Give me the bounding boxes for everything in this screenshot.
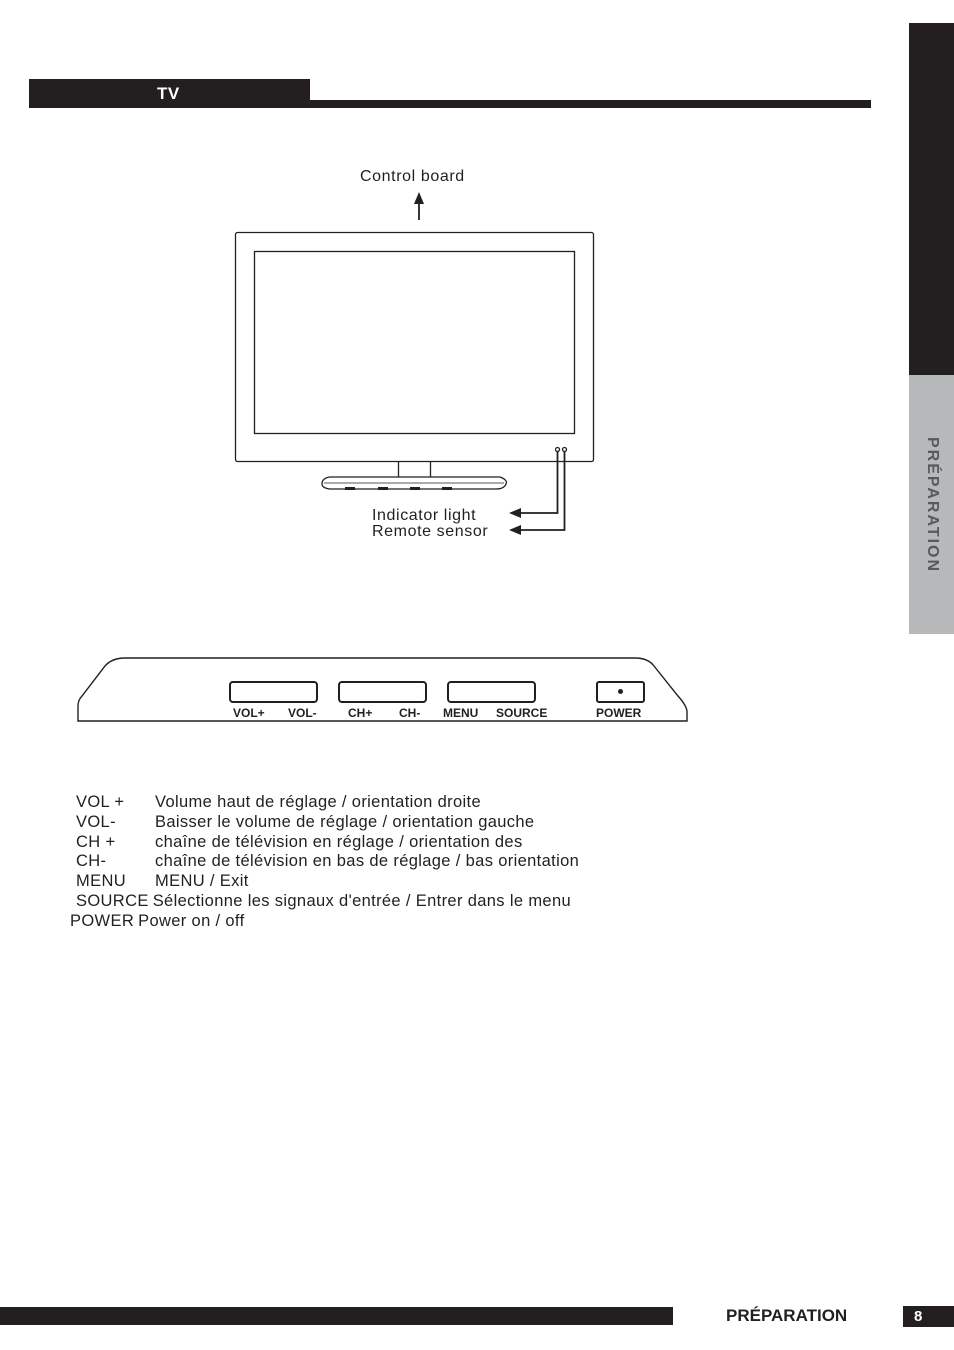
desc-text: chaîne de télévision en réglage / orientation des — [155, 832, 523, 851]
desc-key: VOL + — [76, 793, 125, 811]
tv-frame — [236, 233, 594, 462]
key-label-power: POWER — [596, 706, 642, 720]
desc-key: MENU — [76, 872, 126, 891]
footer-bar — [0, 1307, 673, 1325]
tv-screen — [255, 252, 575, 434]
section-title: TV — [157, 84, 180, 103]
desc-row — [70, 833, 579, 853]
desc-key: CH- — [76, 852, 107, 871]
ch-key — [339, 682, 426, 702]
key-descriptions — [70, 793, 579, 932]
desc-text: Power on / off — [138, 911, 245, 930]
key-label-ch-plus: CH+ — [348, 706, 373, 720]
desc-text: MENU / Exit — [155, 872, 249, 891]
desc-key: CH + — [76, 832, 116, 851]
control-panel-diagram — [0, 640, 720, 740]
key-label-vol-minus: VOL- — [288, 706, 317, 720]
desc-text: Baisser le volume de réglage / orientation gauche — [155, 812, 535, 831]
remote-sensor-label: Remote sensor — [372, 523, 489, 540]
remote-sensor-dot — [563, 448, 567, 452]
footer-section-label: PRÉPARATION — [726, 1306, 848, 1325]
desc-text: Sélectionne les signaux d'entrée / Entrer dans le menu — [152, 891, 571, 910]
menu-source-key — [448, 682, 535, 702]
desc-row — [70, 793, 579, 813]
indicator-light-dot — [556, 448, 560, 452]
desc-row — [70, 852, 579, 872]
desc-row — [70, 872, 579, 892]
vol-key — [230, 682, 317, 702]
desc-row — [70, 912, 579, 932]
desc-text: chaîne de télévision en bas de réglage / bas orientation — [155, 852, 580, 871]
side-tab-text: PRÉPARATION — [923, 436, 941, 574]
desc-key: SOURCE — [76, 891, 149, 910]
key-label-source: SOURCE — [496, 706, 548, 720]
key-label-ch-minus: CH- — [399, 706, 421, 720]
indicator-light-label: Indicator light — [372, 507, 477, 524]
key-label-vol-plus: VOL+ — [233, 706, 265, 720]
tv-front-diagram — [0, 0, 954, 600]
desc-key: VOL- — [76, 812, 116, 831]
power-led — [618, 689, 623, 694]
page-number: 8 — [903, 1306, 954, 1327]
desc-text: Volume haut de réglage / orientation droite — [155, 793, 482, 811]
desc-row — [70, 892, 579, 912]
desc-row — [70, 813, 579, 833]
key-label-menu: MENU — [443, 706, 479, 720]
desc-key: POWER — [70, 911, 135, 930]
control-board-label: Control board — [360, 168, 465, 185]
